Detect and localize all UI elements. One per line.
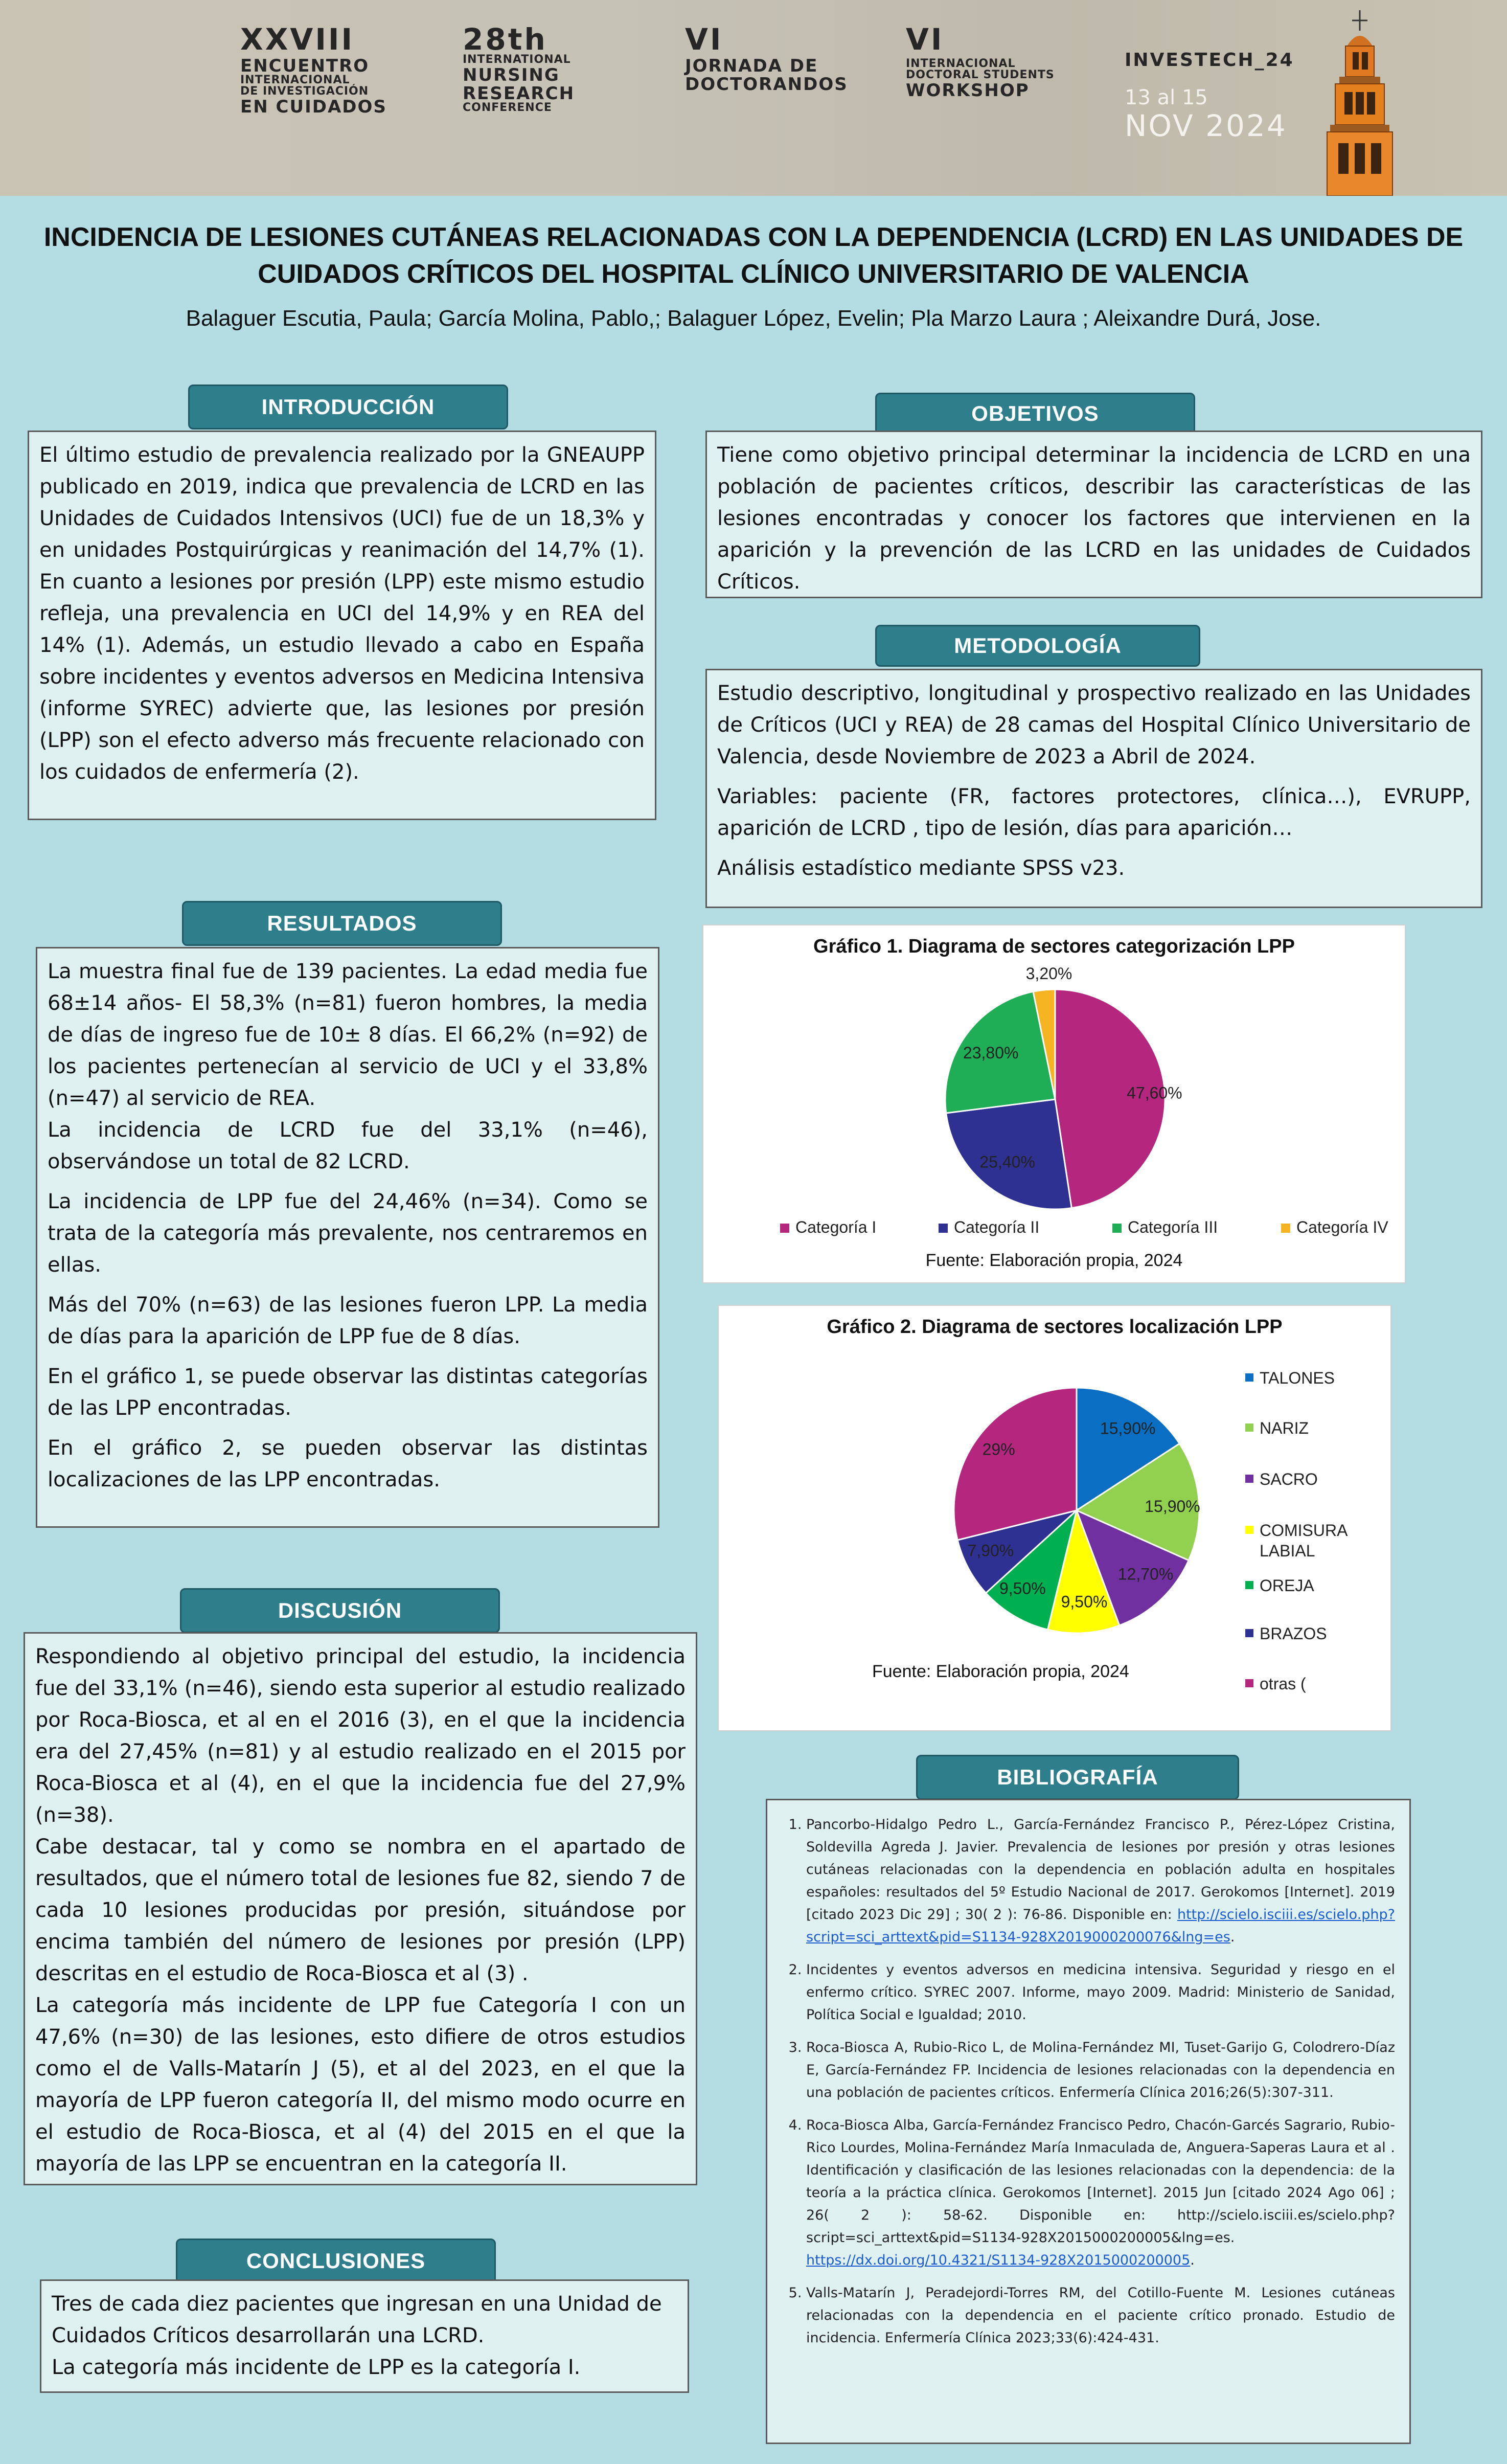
chart1-svg bbox=[703, 925, 1407, 1284]
conference-banner bbox=[0, 0, 1507, 196]
resultados-p1: La muestra final fue de 139 pacientes. La edad media fue 68±14 años- El 58,3% (n=81) fueron hombres, la media de días de ingreso fue de 10± 8 días. El 66,2% (n=92) de los pacientes pertenecían al servicio de UCI y el 33,8% (n=47) al servicio de REA. bbox=[48, 960, 648, 1110]
banner-event-4: VI INTERNACIONAL DOCTORAL STUDENTS WORKSHOP bbox=[906, 22, 1055, 101]
legend-entry: LABIAL bbox=[1260, 1542, 1315, 1560]
legend-entry: SACRO bbox=[1260, 1470, 1318, 1488]
resultados-p3: La incidencia de LPP fue del 24,46% (n=34). Como se trata de la categoría más prevalente, nos centraremos en ellas. bbox=[48, 1190, 648, 1277]
conclusiones-p2: La categoría más incidente de LPP es la categoría I. bbox=[52, 2356, 581, 2379]
legend-entry: BRAZOS bbox=[1260, 1624, 1327, 1643]
discusion-p2: Cabe destacar, tal y como se nombra en el apartado de resultados, que el número total de lesiones fue 82, siendo 7 de cada 10 lesiones producidas por presión, situándose por encima también del número de lesiones por presión (LPP) descritas en el estudio de Roca-Biosca et al (3) . bbox=[35, 1835, 686, 1985]
intro-box bbox=[28, 431, 656, 820]
pie-slice-label: 23,80% bbox=[963, 1043, 1019, 1062]
poster-title: INCIDENCIA DE LESIONES CUTÁNEAS RELACIONADAS CON LA DEPENDENCIA (LCRD) EN LAS UNIDADES DE CUIDADOS CRÍTICOS DEL HOSPITAL CLÍNICO UNIVERSITARIO DE VALENCIA bbox=[43, 222, 1464, 289]
chart2-title: Gráfico 2. Diagrama de sectores localización LPP bbox=[827, 1316, 1283, 1338]
pie-slice-label: 7,90% bbox=[967, 1541, 1014, 1560]
legend-swatch bbox=[1245, 1475, 1253, 1483]
investech-label: INVESTECH_24 bbox=[1125, 50, 1294, 71]
legend-entry: Categoría IV bbox=[1296, 1218, 1388, 1236]
poster-authors: Balaguer Escutia, Paula; García Molina, Pablo,; Balaguer López, Evelin; Pla Marzo Laura ; Aleixandre Durá, Jose. bbox=[186, 306, 1321, 331]
legend-swatch bbox=[1245, 1373, 1253, 1382]
chart1-title: Gráfico 1. Diagrama de sectores categorización LPP bbox=[813, 936, 1295, 957]
legend-swatch bbox=[939, 1224, 948, 1233]
conclusiones-p1: Tres de cada diez pacientes que ingresan en una Unidad de Cuidados Críticos desarrollarán una LCRD. bbox=[52, 2292, 662, 2347]
chart-localizacion bbox=[718, 1305, 1391, 1731]
intro-text: El último estudio de prevalencia realizado por la GNEAUPP publicado en 2019, indica que prevalencia de LCRD en las Unidades de Cuidados Intensivos (UCI) fue de un 18,3% y en unidades Postquirúrgicas y reanimación del 14,7% (1). En cuanto a lesiones por presión (LPP) este mismo estudio refleja, una prevalencia en UCI del 14,9% y en REA del 14% (1). Además, un estudio llevado a cabo en España sobre incidentes y eventos adversos en Medicina Intensiva (informe SYREC) advierte que, las lesiones por presión (LPP) son el efecto adverso más frecuente relacionado con los cuidados de enfermería (2). bbox=[39, 443, 645, 784]
objetivos-box bbox=[705, 431, 1482, 598]
pie-slice-label: 47,60% bbox=[1127, 1083, 1182, 1102]
reference-item: 3. Roca-Biosca A, Rubio-Rico L, de Molina-Fernández MI, Tuset-Garijo G, Colodrero-Díaz E, García-Fernández FP. Incidencia de lesiones relacionadas con la dependencia en una población de pacientes críticos. Enfermería Clínica 2016;26(5):307-311. bbox=[806, 2037, 1395, 2104]
pie-slice-label: 9,50% bbox=[1061, 1592, 1108, 1611]
heading-discusion: DISCUSIÓN bbox=[180, 1588, 500, 1633]
legend-swatch bbox=[1245, 1526, 1253, 1534]
legend-entry: COMISURA bbox=[1260, 1521, 1348, 1540]
legend-entry: TALONES bbox=[1260, 1369, 1335, 1387]
reference-list bbox=[777, 1814, 1395, 2349]
banner-event-3: VI JORNADA DE DOCTORANDOS bbox=[685, 22, 848, 95]
reference-link[interactable]: https://dx.doi.org/10.4321/S1134-928X2015000200005 bbox=[806, 2252, 1191, 2268]
objetivos-text: Tiene como objetivo principal determinar la incidencia de LCRD en una población de pacientes críticos, describir las características de las lesiones encontradas y conocer los factores que intervienen en la aparición y la prevención de las LCRD en las unidades de Cuidados Críticos. bbox=[717, 443, 1471, 594]
chart2-source: Fuente: Elaboración propia, 2024 bbox=[872, 1662, 1129, 1681]
metodologia-box bbox=[705, 669, 1482, 908]
legend-swatch bbox=[1245, 1423, 1253, 1432]
chart-categorizacion bbox=[702, 924, 1406, 1283]
pie-slice-label: 9,50% bbox=[999, 1579, 1046, 1598]
resultados-p2: La incidencia de LCRD fue del 33,1% (n=46), observándose un total de 82 LCRD. bbox=[48, 1118, 648, 1173]
legend-swatch bbox=[1245, 1581, 1253, 1589]
banner-dates: 13 al 15 bbox=[1125, 86, 1208, 109]
discusion-p1: Respondiendo al objetivo principal del estudio, la incidencia fue del 33,1% (n=46), siendo esta superior al estudio realizado por Roca-Biosca, et al en el 2016 (3), en el que la incidencia era del 27,45% (n=81) y al estudio realizado en el 2015 por Roca-Biosca et al (4), en el que la incidencia fue del 27,9% (n=38). bbox=[35, 1645, 686, 1827]
discusion-p3: La categoría más incidente de LPP fue Categoría I con un 47,6% (n=30) de las lesiones, esto difiere de otros estudios como el de Valls-Matarín J (5), et al del 2023, en el que la mayoría de LPP fueron categoría II, del mismo modo ocurre en el estudio de Roca-Biosca, et al (4) del 2015 en el que la mayoría de las LPP se encuentran en la categoría II. bbox=[35, 1994, 686, 2176]
pie-slice-label: 29% bbox=[982, 1440, 1015, 1459]
chart1-source: Fuente: Elaboración propia, 2024 bbox=[925, 1251, 1183, 1270]
legend-entry: Categoría I bbox=[795, 1218, 877, 1236]
metodologia-p3: Análisis estadístico mediante SPSS v23. bbox=[717, 856, 1125, 880]
heading-objetivos: OBJETIVOS bbox=[875, 393, 1195, 435]
heading-conclusiones: CONCLUSIONES bbox=[176, 2239, 496, 2284]
legend-entry: Categoría III bbox=[1128, 1218, 1218, 1236]
metodologia-p1: Estudio descriptivo, longitudinal y prospectivo realizado en las Unidades de Críticos (UCI y REA) de 28 camas del Hospital Clínico Universitario de Valencia, desde Noviembre de 2023 a Abril de 2024. bbox=[717, 682, 1471, 768]
legend-entry: otras ( bbox=[1260, 1675, 1306, 1693]
reference-item: 2. Incidentes y eventos adversos en medicina intensiva. Seguridad y riesgo en el enfermo crítico. SYREC 2007. Informe, mayo 2009. Madrid: Ministerio de Sanidad, Política Social e Igualdad; 2010. bbox=[806, 1959, 1395, 2026]
reference-item: 4. Roca-Biosca Alba, García-Fernández Francisco Pedro, Chacón-Garcés Sagrario, Rubio-Rico Lourdes, Molina-Fernández María Inmaculada de, Anguera-Saperas Laura et al . Identificación y clasificación de las lesiones relacionadas con la dependencia: de la teoría a la práctica clínica. Gerokomos [Internet]. 2015 Jun [citado 2024 Ago 06] ; 26( 2 ): 58-62. Disponible en: http://scielo.isciii.es/scielo.php?script=sci_arttext&pid=S1134-928X2015000200005&lng=es. https://dx.doi.org/10.4321/S1134-928X2015000200005. bbox=[806, 2114, 1395, 2272]
reference-link[interactable]: http://scielo.isciii.es/scielo.php?script=sci_arttext&pid=S1134-928X2019000200076&lng=es bbox=[806, 1907, 1395, 1945]
reference-item: 5. Valls-Matarín J, Peradejordi-Torres RM, del Cotillo-Fuente M. Lesiones cutáneas relacionadas con la dependencia en el paciente crítico pronado. Estudio de incidencia. Enfermería Clínica 2023;33(6):424-431. bbox=[806, 2282, 1395, 2349]
resultados-box bbox=[36, 947, 659, 1528]
pie-slice-label: 25,40% bbox=[979, 1152, 1035, 1171]
reference-item: 1. Pancorbo-Hidalgo Pedro L., García-Fernández Francisco P., Pérez-López Cristina, Soldevilla Agreda J. Javier. Prevalencia de lesiones por presión y otras lesiones cutáneas relacionadas con la dependencia en población adulta en hospitales españoles: resultados del 5º Estudio Nacional de 2017. Gerokomos [Internet]. 2019 [citado 2023 Dic 29] ; 30( 2 ): 76-86. Disponible en: http://scielo.isciii.es/scielo.php?script=sci_arttext&pid=S1134-928X2019000200076&lng=es. bbox=[806, 1814, 1395, 1949]
conclusiones-box bbox=[40, 2279, 689, 2393]
legend-swatch bbox=[1281, 1224, 1290, 1233]
legend-swatch bbox=[1245, 1679, 1253, 1687]
legend-entry: OREJA bbox=[1260, 1576, 1314, 1595]
tower-illustration bbox=[1298, 10, 1421, 196]
resultados-p5: En el gráfico 1, se puede observar las distintas categorías de las LPP encontradas. bbox=[48, 1365, 648, 1420]
banner-event-2: 28th INTERNATIONAL NURSING RESEARCH CONFERENCE bbox=[463, 22, 575, 114]
resultados-p4: Más del 70% (n=63) de las lesiones fueron LPP. La media de días para la aparición de LPP fue de 8 días. bbox=[48, 1293, 648, 1348]
banner-month: NOV 2024 bbox=[1125, 108, 1287, 143]
pie-slice-label: 15,90% bbox=[1145, 1497, 1200, 1516]
legend-entry: Categoría II bbox=[954, 1218, 1040, 1236]
discusion-box bbox=[24, 1632, 697, 2185]
bibliografia-box bbox=[766, 1799, 1411, 2444]
legend-swatch bbox=[1245, 1629, 1253, 1637]
pie-slice-label: 3,20% bbox=[1025, 964, 1072, 983]
legend-swatch bbox=[780, 1224, 789, 1233]
pie-slice-label: 15,90% bbox=[1100, 1419, 1156, 1438]
heading-bibliografia: BIBLIOGRAFÍA bbox=[916, 1755, 1239, 1800]
heading-metodologia: METODOLOGÍA bbox=[875, 625, 1200, 667]
pie-slice-label: 12,70% bbox=[1117, 1565, 1174, 1584]
legend-swatch bbox=[1112, 1224, 1122, 1233]
legend-entry: NARIZ bbox=[1260, 1419, 1309, 1437]
heading-resultados: RESULTADOS bbox=[182, 901, 502, 946]
heading-introduccion: INTRODUCCIÓN bbox=[188, 385, 508, 429]
resultados-p6: En el gráfico 2, se pueden observar las distintas localizaciones de las LPP encontradas. bbox=[48, 1436, 648, 1491]
banner-event-1: XXVIII ENCUENTRO INTERNACIONAL DE INVESTIGACIÓN EN CUIDADOS bbox=[240, 22, 387, 117]
metodologia-p2: Variables: paciente (FR, factores protectores, clínica…), EVRUPP, aparición de LCRD , tipo de lesión, días para aparición… bbox=[717, 785, 1471, 840]
